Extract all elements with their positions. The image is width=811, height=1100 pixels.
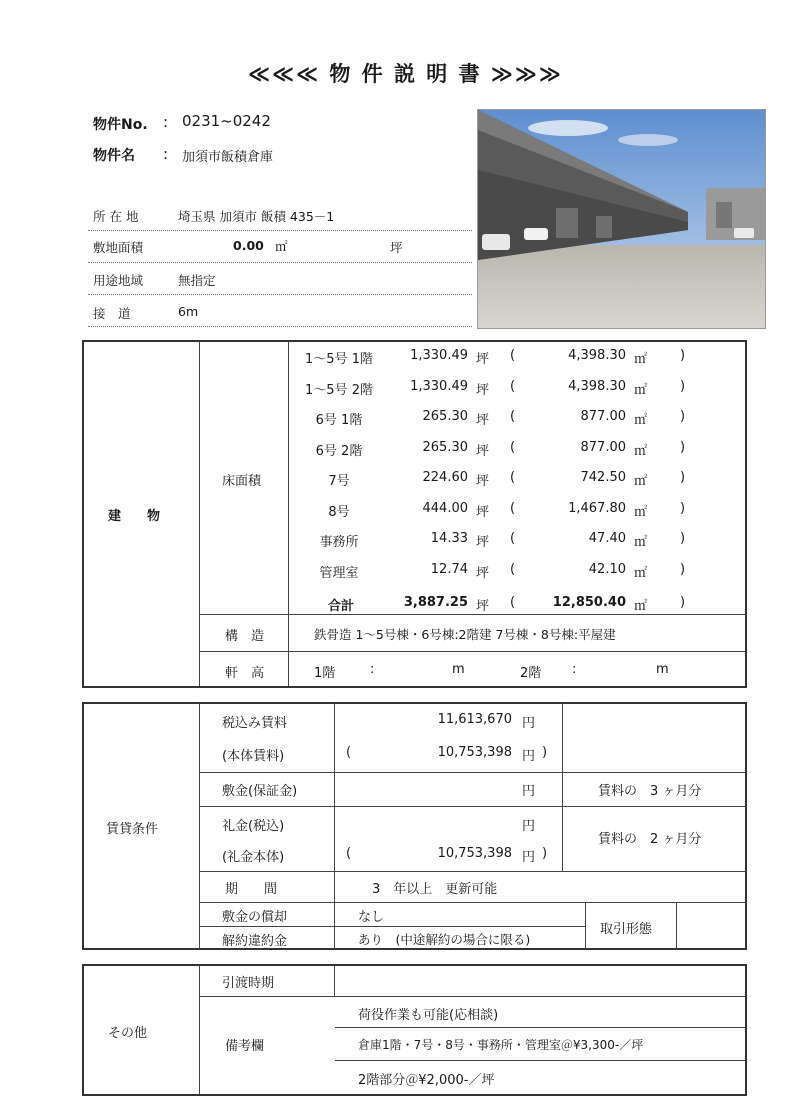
eaves-floor2-unit: m — [656, 662, 669, 677]
eaves-label: 軒 高 — [225, 666, 265, 681]
remarks-label: 備考欄 — [225, 1039, 265, 1054]
deposit-refund-value: なし — [358, 910, 385, 925]
floor-row-name: 1～5号 1階 — [305, 352, 373, 367]
trade-label: 取引形態 — [600, 922, 653, 937]
other-section-label: その他 — [108, 1026, 148, 1041]
floor-row-paren-open: ( — [510, 562, 516, 577]
penalty-value: あり (中途解約の場合に限る) — [358, 932, 531, 947]
divider — [200, 871, 746, 872]
rent-base-value: 10,753,398 — [437, 745, 512, 760]
page-title: ≪≪≪ 物 件 説 明 書 ≫≫≫ — [248, 62, 563, 86]
site-area-label: 敷地面積 — [93, 240, 144, 255]
rent-base-label: (本体賃料) — [222, 749, 285, 764]
floor-row-paren-open: ( — [510, 470, 516, 485]
structure-label: 構 造 — [225, 629, 265, 644]
key-money-base-label: (礼金本体) — [222, 850, 285, 865]
divider — [288, 341, 289, 686]
floor-area-label: 床面積 — [222, 474, 262, 489]
floor-row-paren-close: ) — [680, 501, 686, 516]
eaves-floor1-label: 1階 — [314, 666, 336, 681]
warehouse-photo — [477, 109, 766, 329]
floor-row-name: 6号 2階 — [315, 444, 363, 459]
floor-row-paren-open: ( — [510, 501, 516, 516]
floor-row-paren-open: ( — [510, 440, 516, 455]
eaves-floor2-label: 2階 — [520, 666, 542, 681]
property-name-label: 物件名 — [93, 148, 135, 164]
property-no-sep: : — [163, 113, 169, 131]
building-section-label: 建 物 — [108, 509, 161, 524]
floor-row-paren-close: ) — [680, 531, 686, 546]
floor-row-paren-open: ( — [510, 531, 516, 546]
divider — [335, 1060, 746, 1061]
structure-value: 鉄骨造 1～5号棟・6号棟:2階建 7号棟・8号棟:平屋建 — [314, 627, 616, 642]
penalty-label: 解約違約金 — [222, 934, 288, 949]
floor-row-tsubo: 1,330.49 — [410, 348, 468, 363]
floor-row-name: 8号 — [328, 505, 350, 520]
divider — [200, 614, 746, 615]
lease-box — [82, 702, 747, 950]
deposit-refund-label: 敷金の償却 — [222, 910, 288, 925]
total-paren-open: ( — [510, 595, 516, 610]
floor-row-tsubo-unit: 坪 — [476, 505, 490, 520]
floor-row-m2: 47.40 — [588, 531, 626, 546]
floor-row-tsubo: 1,330.49 — [410, 379, 468, 394]
floor-row-tsubo: 14.33 — [430, 531, 468, 546]
divider — [88, 262, 472, 263]
key-money-yen: 円 — [522, 819, 536, 834]
remarks-line-3: 2階部分＠¥2,000-／坪 — [358, 1073, 495, 1088]
floor-row-tsubo: 12.74 — [430, 562, 468, 577]
divider — [676, 902, 677, 949]
total-label: 合計 — [328, 599, 355, 614]
floor-row-tsubo-unit: 坪 — [476, 352, 490, 367]
floor-row-tsubo-unit: 坪 — [476, 566, 490, 581]
divider — [88, 230, 472, 231]
floor-row-paren-close: ) — [680, 379, 686, 394]
divider — [335, 1027, 746, 1028]
floor-row-paren-open: ( — [510, 348, 516, 363]
floor-row-m2: 4,398.30 — [568, 379, 626, 394]
divider — [199, 341, 200, 686]
eaves-floor1-colon: : — [370, 662, 375, 677]
floor-row-m2-unit: ㎡ — [634, 505, 648, 520]
floor-row-paren-close: ) — [680, 440, 686, 455]
key-money-base-paren-close: ) — [542, 846, 548, 861]
floor-row-m2-unit: ㎡ — [634, 383, 648, 398]
floor-row-m2: 1,467.80 — [568, 501, 626, 516]
deposit-note: 賃料の 3 ヶ月分 — [598, 784, 702, 799]
total-paren-close: ) — [680, 595, 686, 610]
deposit-label: 敷金(保証金) — [222, 784, 298, 799]
floor-row-name: 事務所 — [319, 535, 359, 550]
deposit-yen: 円 — [522, 784, 536, 799]
key-money-label: 礼金(税込) — [222, 819, 285, 834]
divider — [334, 965, 335, 996]
site-area-unit-tsubo: 坪 — [390, 240, 403, 255]
site-area-value: 0.00 — [233, 238, 264, 253]
remarks-line-1: 荷役作業も可能(応相談) — [358, 1008, 499, 1023]
key-money-base-yen: 円 — [522, 850, 536, 865]
term-label: 期 間 — [225, 882, 278, 897]
key-money-base-paren-open: ( — [346, 846, 352, 861]
floor-row-m2-unit: ㎡ — [634, 566, 648, 581]
floor-row-tsubo-unit: 坪 — [476, 413, 490, 428]
floor-row-paren-close: ) — [680, 470, 686, 485]
eaves-floor2-colon: : — [572, 662, 577, 677]
divider — [200, 806, 746, 807]
floor-row-m2: 877.00 — [580, 440, 626, 455]
floor-row-paren-close: ) — [680, 409, 686, 424]
divider — [88, 294, 472, 295]
floor-row-paren-close: ) — [680, 562, 686, 577]
eaves-floor1-unit: m — [452, 662, 465, 677]
floor-row-m2-unit: ㎡ — [634, 474, 648, 489]
property-name-value: 加須市飯積倉庫 — [182, 150, 274, 165]
rent-base-yen: 円 — [522, 749, 536, 764]
floor-row-paren-open: ( — [510, 409, 516, 424]
divider — [200, 902, 746, 903]
floor-row-m2-unit: ㎡ — [634, 444, 648, 459]
floor-row-m2: 42.10 — [588, 562, 626, 577]
handover-label: 引渡時期 — [222, 976, 275, 991]
floor-row-tsubo-unit: 坪 — [476, 383, 490, 398]
rent-base-paren-open: ( — [346, 745, 352, 760]
divider — [199, 703, 200, 949]
floor-row-tsubo-unit: 坪 — [476, 474, 490, 489]
divider — [334, 703, 335, 949]
total-tsubo: 3,887.25 — [403, 595, 468, 610]
floor-row-paren-close: ) — [680, 348, 686, 363]
rent-incl-yen: 円 — [522, 716, 536, 731]
total-m2: 12,850.40 — [552, 595, 626, 610]
divider — [200, 926, 586, 927]
divider — [199, 965, 200, 1095]
floor-row-tsubo-unit: 坪 — [476, 444, 490, 459]
rent-incl-value: 11,613,670 — [437, 712, 512, 727]
rent-incl-label: 税込み賃料 — [222, 716, 288, 731]
divider — [200, 996, 746, 997]
total-tsubo-unit: 坪 — [476, 599, 490, 614]
divider — [88, 326, 472, 327]
floor-row-m2: 742.50 — [580, 470, 626, 485]
road-value: 6m — [178, 304, 199, 319]
floor-row-name: 6号 1階 — [315, 413, 363, 428]
divider — [200, 651, 746, 652]
divider — [200, 772, 746, 773]
floor-row-tsubo: 265.30 — [422, 440, 468, 455]
floor-row-name: 7号 — [328, 474, 350, 489]
floor-row-m2-unit: ㎡ — [634, 413, 648, 428]
location-value: 埼玉県 加須市 飯積 435－1 — [178, 209, 335, 224]
rent-base-paren-close: ) — [542, 745, 548, 760]
remarks-line-2: 倉庫1階・7号・8号・事務所・管理室＠¥3,300-／坪 — [358, 1038, 644, 1052]
term-value: 3 年以上 更新可能 — [372, 882, 498, 897]
lease-section-label: 賃貸条件 — [106, 822, 159, 837]
zoning-label: 用途地域 — [93, 273, 144, 288]
key-money-base-value: 10,753,398 — [437, 846, 512, 861]
property-name-sep: : — [163, 145, 169, 163]
floor-row-m2-unit: ㎡ — [634, 352, 648, 367]
floor-row-m2: 877.00 — [580, 409, 626, 424]
zoning-value: 無指定 — [178, 273, 216, 288]
floor-row-name: 1～5号 2階 — [305, 383, 373, 398]
floor-row-m2: 4,398.30 — [568, 348, 626, 363]
divider — [562, 703, 563, 871]
location-label: 所 在 地 — [93, 209, 139, 224]
floor-row-tsubo: 265.30 — [422, 409, 468, 424]
floor-row-name: 管理室 — [319, 566, 359, 581]
floor-row-tsubo: 444.00 — [422, 501, 468, 516]
key-money-note: 賃料の 2 ヶ月分 — [598, 832, 702, 847]
floor-row-tsubo-unit: 坪 — [476, 535, 490, 550]
site-area-unit-m2: ㎡ — [275, 239, 288, 254]
property-no-value: 0231~0242 — [182, 112, 271, 130]
total-m2-unit: ㎡ — [634, 599, 648, 614]
floor-row-paren-open: ( — [510, 379, 516, 394]
floor-row-m2-unit: ㎡ — [634, 535, 648, 550]
property-no-label: 物件No. — [93, 117, 148, 133]
road-label: 接 道 — [93, 306, 131, 321]
floor-row-tsubo: 224.60 — [422, 470, 468, 485]
